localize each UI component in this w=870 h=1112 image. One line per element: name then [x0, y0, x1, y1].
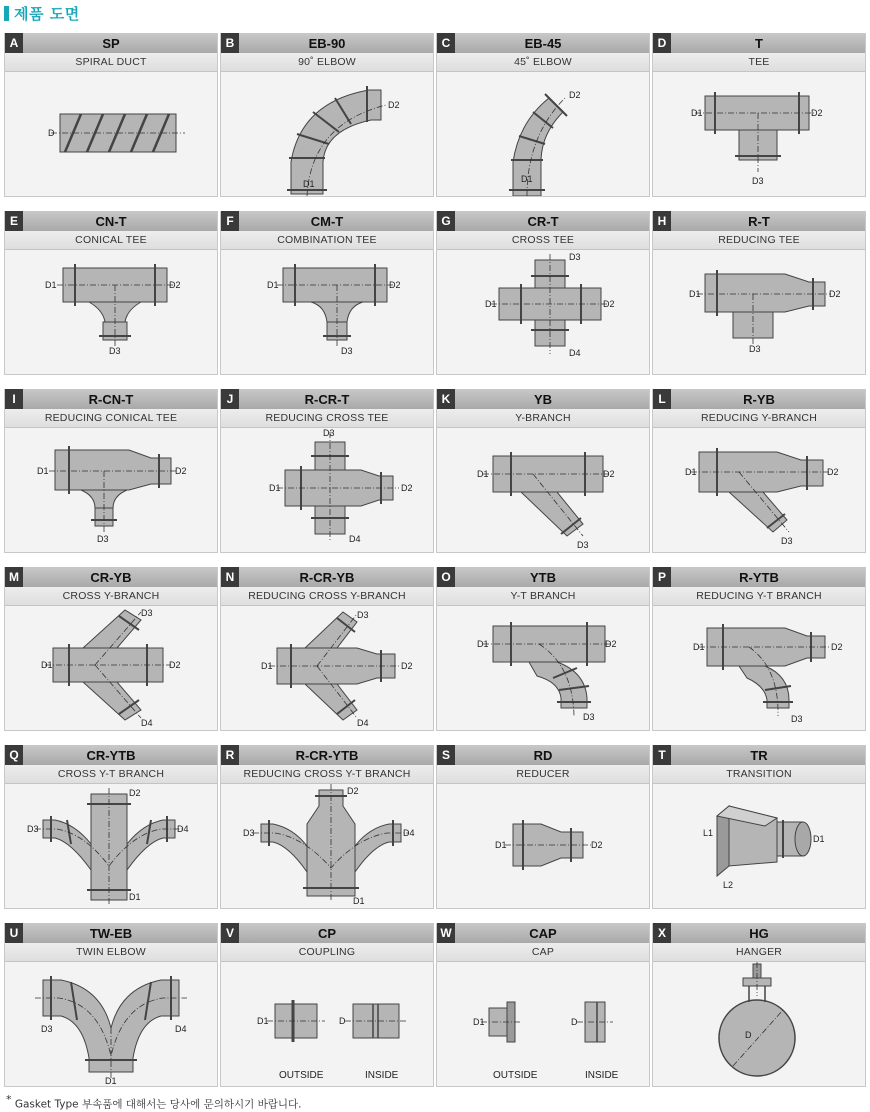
card-letter: X [653, 923, 671, 943]
label: L1 [703, 828, 714, 838]
card-header [437, 33, 649, 53]
card-code: CP [317, 925, 337, 941]
drawing-twin-elbow [5, 962, 217, 1086]
drawing-spiral-duct [5, 72, 217, 196]
product-card-tr [652, 745, 866, 909]
label: D3 [752, 176, 764, 186]
label: D2 [603, 299, 615, 309]
card-subtitle: CROSS Y-BRANCH [5, 587, 217, 606]
label: D3 [749, 344, 761, 354]
card-letter: N [221, 567, 239, 587]
card-letter: M [5, 567, 23, 587]
drawing-cap [437, 962, 649, 1086]
label: D2 [569, 90, 581, 100]
card-subtitle: COUPLING [221, 943, 433, 962]
drawing-reducing-cross-y-branch [221, 606, 433, 730]
card-header [437, 923, 649, 943]
drawing-45-elbow [437, 72, 649, 196]
label: D2 [175, 466, 187, 476]
product-card-hg [652, 923, 866, 1087]
card-code: TR [750, 747, 768, 763]
card-header [653, 211, 865, 231]
card-header [221, 567, 433, 587]
card-code: SP [102, 35, 120, 51]
label: D3 [569, 252, 581, 262]
caption-outside: OUTSIDE [279, 1070, 324, 1081]
card-subtitle: Y-T BRANCH [437, 587, 649, 606]
card-code: CM-T [310, 213, 344, 229]
card-code: HG [749, 925, 769, 941]
label: D1 [41, 660, 53, 670]
card-header [653, 745, 865, 765]
card-letter: Q [5, 745, 23, 765]
card-code: CR-YB [90, 569, 132, 585]
label: D4 [177, 824, 189, 834]
card-code: R-YTB [739, 569, 779, 585]
card-letter: A [5, 33, 23, 53]
footnote [6, 1093, 302, 1112]
label: D1 [477, 469, 489, 479]
card-letter: B [221, 33, 239, 53]
card-letter: E [5, 211, 23, 231]
drawing-cross-tee [437, 250, 649, 374]
card-subtitle: SPIRAL DUCT [5, 53, 217, 72]
card-subtitle: TEE [653, 53, 865, 72]
card-letter: F [221, 211, 239, 231]
card-header [221, 923, 433, 943]
card-subtitle: CROSS TEE [437, 231, 649, 250]
label: D3 [791, 714, 803, 724]
card-code: CR-T [527, 213, 559, 229]
card-header [5, 33, 217, 53]
card-letter: G [437, 211, 455, 231]
card-subtitle: REDUCING CROSS Y-BRANCH [221, 587, 433, 606]
grid-row-5 [4, 745, 869, 911]
drawing-coupling [221, 962, 433, 1086]
card-code: CR-YTB [86, 747, 136, 763]
label: D4 [403, 828, 415, 838]
footnote-text: Gasket Type 부속품에 대해서는 당사에 문의하시기 바랍니다. [14, 1098, 302, 1111]
card-code: R-T [748, 213, 770, 229]
label: D1 [477, 639, 489, 649]
drawing-reducing-tee [653, 250, 865, 374]
product-card-r-cn-t [4, 389, 218, 553]
card-subtitle: REDUCING CONICAL TEE [5, 409, 217, 428]
card-subtitle: 90˚ ELBOW [221, 53, 433, 72]
card-letter: V [221, 923, 239, 943]
product-card-cr-t [436, 211, 650, 375]
card-subtitle: 45˚ ELBOW [437, 53, 649, 72]
card-code: R-CN-T [88, 391, 134, 407]
card-subtitle: TWIN ELBOW [5, 943, 217, 962]
grid-row-1 [4, 33, 869, 199]
card-subtitle: Y-BRANCH [437, 409, 649, 428]
card-subtitle: CONICAL TEE [5, 231, 217, 250]
card-letter: J [221, 389, 239, 409]
card-subtitle: TRANSITION [653, 765, 865, 784]
product-card-cr-yb [4, 567, 218, 731]
card-letter: U [5, 923, 23, 943]
product-card-cr-ytb [4, 745, 218, 909]
card-letter: S [437, 745, 455, 765]
grid-row-6 [4, 923, 869, 1089]
caption-outside: OUTSIDE [493, 1070, 538, 1081]
drawing-y-t-branch [437, 606, 649, 730]
drawing-transition [653, 784, 865, 908]
drawing-cross-y-t-branch [5, 784, 217, 908]
label: D1 [129, 892, 141, 902]
card-code: EB-45 [524, 35, 562, 51]
label: D2 [811, 108, 823, 118]
drawing-conical-tee [5, 250, 217, 374]
label: L2 [723, 880, 734, 890]
card-letter: L [653, 389, 671, 409]
card-header [5, 211, 217, 231]
drawing-reducer [437, 784, 649, 908]
product-card-eb-90 [220, 33, 434, 197]
label: D4 [141, 718, 153, 728]
card-code: CN-T [95, 213, 127, 229]
label: D4 [357, 718, 369, 728]
label: D1 [261, 661, 273, 671]
label: D3 [583, 712, 595, 722]
label: D3 [97, 534, 109, 544]
footnote-mark: * [6, 1093, 12, 1106]
label: D1 [485, 299, 497, 309]
card-subtitle: REDUCING Y-BRANCH [653, 409, 865, 428]
label: D2 [401, 483, 413, 493]
card-subtitle: REDUCER [437, 765, 649, 784]
card-letter: C [437, 33, 455, 53]
grid-row-2 [4, 211, 869, 377]
label: D2 [129, 788, 141, 798]
card-letter: D [653, 33, 671, 53]
label: D2 [169, 660, 181, 670]
card-letter: W [437, 923, 455, 943]
grid-row-4 [4, 567, 869, 733]
card-letter: R [221, 745, 239, 765]
label: D2 [603, 469, 615, 479]
label: D1 [269, 483, 281, 493]
product-card-r-cr-ytb [220, 745, 434, 909]
card-header [437, 211, 649, 231]
card-letter: I [5, 389, 23, 409]
product-card-cn-t [4, 211, 218, 375]
label: D3 [109, 346, 121, 356]
card-letter: K [437, 389, 455, 409]
card-subtitle: HANGER [653, 943, 865, 962]
label: D2 [169, 280, 181, 290]
label: D2 [347, 786, 359, 796]
card-subtitle: COMBINATION TEE [221, 231, 433, 250]
card-header [5, 567, 217, 587]
label: D1 [813, 834, 825, 844]
caption-inside: INSIDE [365, 1070, 399, 1081]
product-card-t [652, 33, 866, 197]
label: D1 [693, 642, 705, 652]
card-code: R-CR-YB [299, 569, 355, 585]
drawing-y-branch [437, 428, 649, 552]
label: D3 [577, 540, 589, 550]
label: D1 [521, 174, 533, 184]
card-letter: H [653, 211, 671, 231]
card-header [437, 567, 649, 587]
card-header [653, 923, 865, 943]
label: D3 [357, 610, 369, 620]
drawing-90-elbow [221, 72, 433, 196]
product-card-tw-eb [4, 923, 218, 1087]
card-letter: P [653, 567, 671, 587]
card-subtitle: CAP [437, 943, 649, 962]
label: D1 [689, 289, 701, 299]
label: D2 [831, 642, 843, 652]
product-card-r-cr-t [220, 389, 434, 553]
card-header [5, 389, 217, 409]
card-code: R-CR-T [304, 391, 350, 407]
product-card-yb [436, 389, 650, 553]
drawing-tee [653, 72, 865, 196]
label: D1 [45, 280, 57, 290]
label: D [571, 1017, 578, 1027]
drawing-combination-tee [221, 250, 433, 374]
label: D1 [495, 840, 507, 850]
drawing-hanger [653, 962, 865, 1086]
drawing-reducing-cross-y-t-branch [221, 784, 433, 908]
product-card-r-ytb [652, 567, 866, 731]
label: D3 [41, 1024, 53, 1034]
label: D1 [353, 896, 365, 906]
card-code: RD [533, 747, 553, 763]
label: D3 [27, 824, 39, 834]
label: D2 [591, 840, 603, 850]
page-header [4, 2, 80, 24]
label: D1 [257, 1016, 269, 1026]
card-header [653, 389, 865, 409]
grid-row-3 [4, 389, 869, 555]
label: D2 [389, 280, 401, 290]
card-header [5, 923, 217, 943]
card-code: YTB [530, 569, 556, 585]
header-accent-bar [4, 6, 9, 21]
card-letter: T [653, 745, 671, 765]
label: D4 [175, 1024, 187, 1034]
caption-inside: INSIDE [585, 1070, 619, 1081]
label: D3 [323, 428, 335, 438]
card-header [653, 567, 865, 587]
card-header [437, 389, 649, 409]
drawing-reducing-cross-tee [221, 428, 433, 552]
card-header [437, 745, 649, 765]
card-code: R-YB [743, 391, 775, 407]
label: D1 [105, 1076, 117, 1086]
card-header [5, 745, 217, 765]
page-title: 제품 도면 [14, 4, 80, 23]
card-subtitle: CROSS Y-T BRANCH [5, 765, 217, 784]
card-code: TW-EB [89, 925, 133, 941]
label: D1 [691, 108, 703, 118]
label: D3 [781, 536, 793, 546]
card-code: YB [533, 391, 553, 407]
label: D1 [685, 467, 697, 477]
card-code: R-CR-YTB [295, 747, 359, 763]
product-card-r-cr-yb [220, 567, 434, 731]
label: D2 [388, 100, 400, 110]
product-card-sp [4, 33, 218, 197]
label: D1 [37, 466, 49, 476]
card-header [221, 33, 433, 53]
card-header [221, 745, 433, 765]
drawing-reducing-y-t-branch [653, 606, 865, 730]
label: D3 [141, 608, 153, 618]
card-subtitle: REDUCING TEE [653, 231, 865, 250]
label: D2 [401, 661, 413, 671]
card-subtitle: REDUCING Y-T BRANCH [653, 587, 865, 606]
product-card-rd [436, 745, 650, 909]
card-code: CAP [529, 925, 557, 941]
card-code: T [755, 35, 763, 51]
product-card-r-t [652, 211, 866, 375]
label: D4 [569, 348, 581, 358]
card-code: EB-90 [308, 35, 346, 51]
card-header [221, 389, 433, 409]
card-subtitle: REDUCING CROSS TEE [221, 409, 433, 428]
label: D2 [829, 289, 841, 299]
product-card-cp [220, 923, 434, 1087]
product-card-cm-t [220, 211, 434, 375]
label: D1 [303, 179, 315, 189]
label: D4 [349, 534, 361, 544]
label: D2 [605, 639, 617, 649]
drawing-reducing-y-branch [653, 428, 865, 552]
label: D [745, 1030, 752, 1040]
product-card-cap [436, 923, 650, 1087]
label: D1 [267, 280, 279, 290]
label: D3 [341, 346, 353, 356]
label: D [48, 128, 55, 138]
product-card-r-yb [652, 389, 866, 553]
label: D3 [243, 828, 255, 838]
card-header [221, 211, 433, 231]
product-card-eb-45 [436, 33, 650, 197]
card-letter: O [437, 567, 455, 587]
label: D2 [827, 467, 839, 477]
product-card-ytb [436, 567, 650, 731]
card-subtitle: REDUCING CROSS Y-T BRANCH [221, 765, 433, 784]
card-header [653, 33, 865, 53]
label: D [339, 1016, 346, 1026]
drawing-cross-y-branch [5, 606, 217, 730]
drawing-reducing-conical-tee [5, 428, 217, 552]
label: D1 [473, 1017, 485, 1027]
